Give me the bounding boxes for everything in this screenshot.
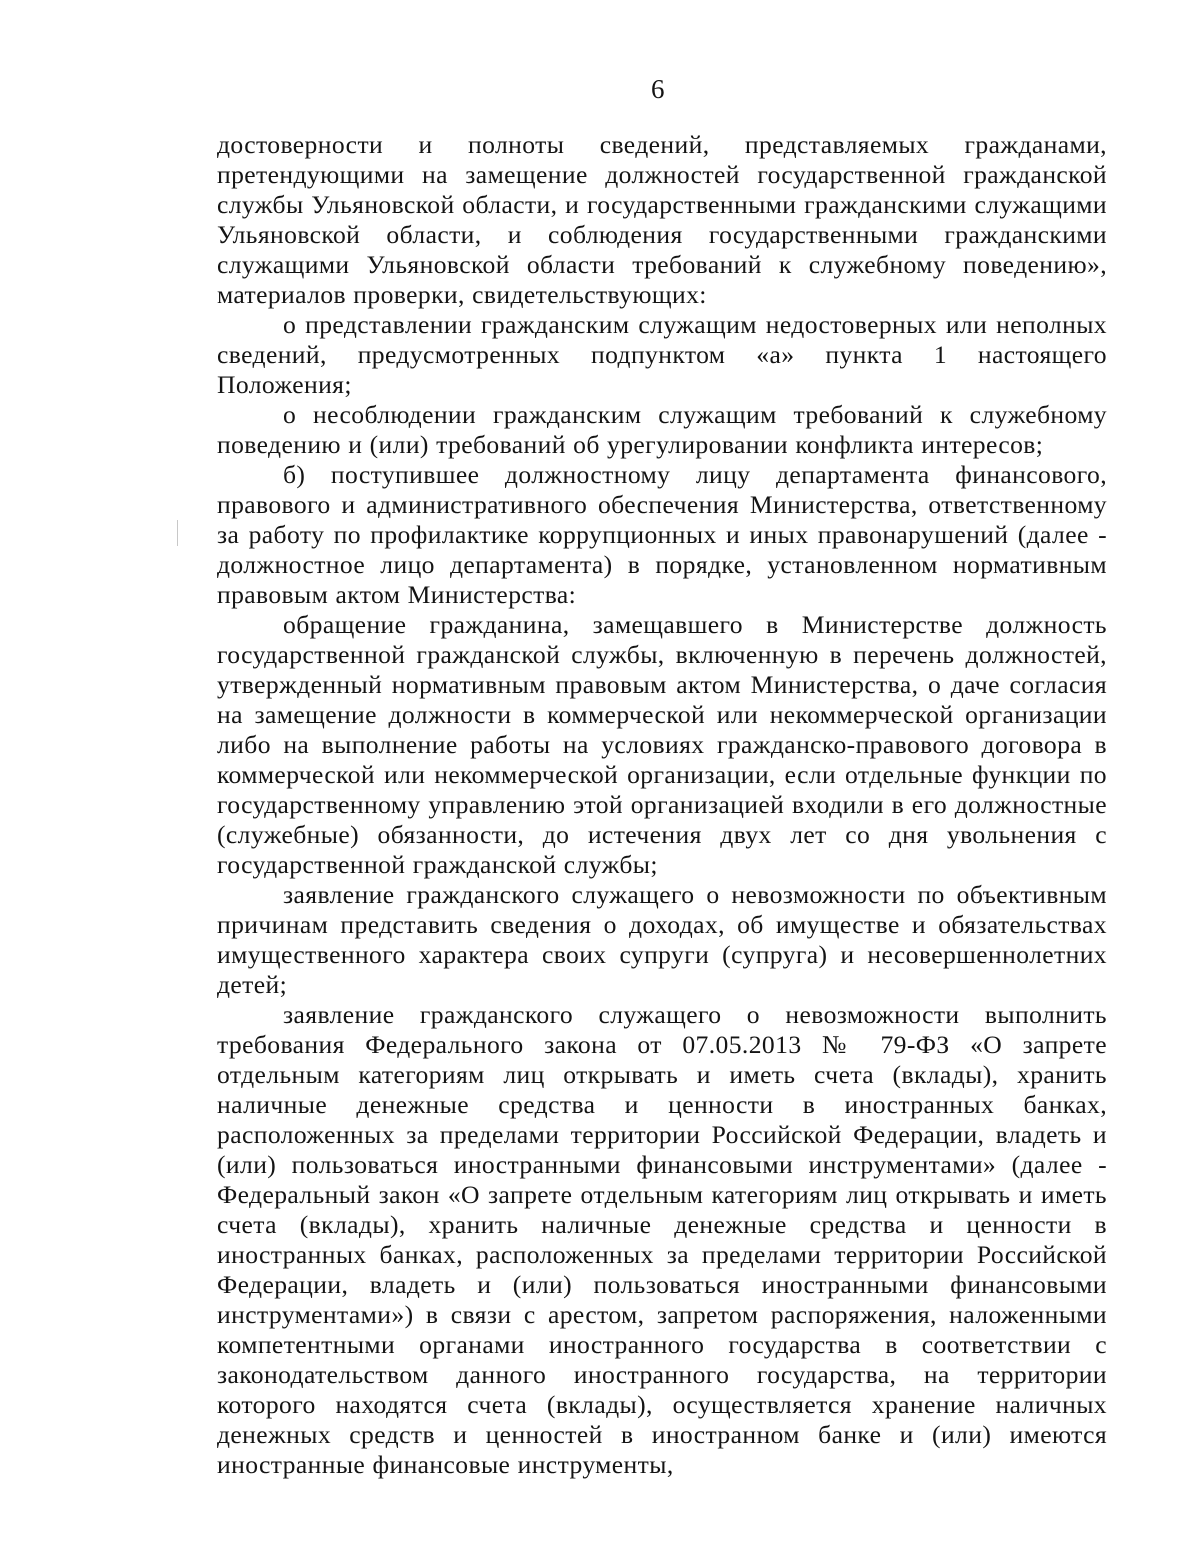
paragraph-continuation: достоверности и полноты сведений, представляемых гражданами, претендующими на замещение должностей государственной гражданской службы Ульяновской области, и государственными гражданскими служащими Ульяновской области, и соблюдения государственными гражданскими служащими Ульяновской области требований к служебному поведению», материалов проверки, свидетельствующих: <box>217 130 1107 309</box>
document-body <box>217 130 1107 1480</box>
paragraph-income-statement: заявление гражданского служащего о невозможности по объективным причинам представить сведения о доходах, об имуществе и обязательствах имущественного характера своих супруги (супруга) и несовершеннолетних детей; <box>217 880 1107 999</box>
page-number: 6 <box>651 74 665 104</box>
paragraph-false-information: о представлении гражданским служащим недостоверных или неполных сведений, предусмотренных подпунктом «а» пункта 1 настоящего Положения; <box>217 310 1107 399</box>
scan-artifact-line <box>177 520 178 546</box>
paragraph-conduct-violation: о несоблюдении гражданским служащим требований к служебному поведению и (или) требований об урегулировании конфликта интересов; <box>217 400 1107 459</box>
paragraph-citizen-appeal: обращение гражданина, замещавшего в Министерстве должность государственной гражданской службы, включенную в перечень должностей, утвержденный нормативным правовым актом Министерства, о даче согласия на замещение должности в коммерческой или некоммерческой организации либо на выполнение работы на условиях гражданско-правового договора в коммерческой или некоммерческой организации, если отдельные функции по государственному управлению этой организацией входили в его должностные (служебные) обязанности, до истечения двух лет со дня увольнения с государственной гражданской службы; <box>217 610 1107 879</box>
paragraph-item-b: б) поступившее должностному лицу департамента финансового, правового и административного обеспечения Министерства, ответственному за работу по профилактике коррупционных и иных правонарушений (далее - должностное лицо департамента) в порядке, установленном нормативным правовым актом Министерства: <box>217 460 1107 609</box>
paragraph-foreign-accounts: заявление гражданского служащего о невозможности выполнить требования Федерального закона от 07.05.2013 № 79-ФЗ «О запрете отдельным категориям лиц открывать и иметь счета (вклады), хранить наличные денежные средства и ценности в иностранных банках, расположенных за пределами территории Российской Федерации, владеть и (или) пользоваться иностранными финансовыми инструментами» (далее - Федеральный закон «О запрете отдельным категориям лиц открывать и иметь счета (вклады), хранить наличные денежные средства и ценности в иностранных банках, расположенных за пределами территории Российской Федерации, владеть и (или) пользоваться иностранными финансовыми инструментами») в связи с арестом, запретом распоряжения, наложенными компетентными органами иностранного государства в соответствии с законодательством данного иностранного государства, на территории которого находятся счета (вклады), осуществляется хранение наличных денежных средств и ценностей в иностранном банке и (или) имеются иностранные финансовые инструменты, <box>217 1000 1107 1479</box>
